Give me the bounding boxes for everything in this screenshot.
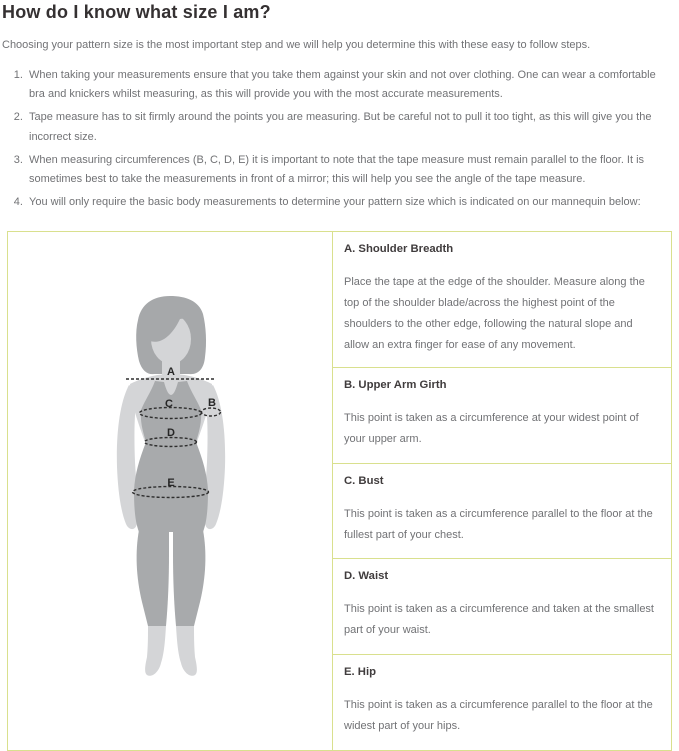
section-body: Place the tape at the edge of the shoulder. Measure along the top of the shoulder blade/across the highest point of the shoulders to the other edge, following the natural slope and allow an extra finger for ease of any movement. [344,276,645,352]
measurement-label-e: E [167,477,175,490]
section-body: This point is taken as a circumference at your widest point of your upper arm. [344,412,639,446]
section-body: This point is taken as a circumference and taken at the smallest part of your waist. [344,603,654,637]
mannequin-left-leg [137,530,169,626]
section-hip [333,655,671,750]
section-title: A. Shoulder Breadth [344,243,454,256]
mannequin-right-foot [176,626,197,676]
measurement-label-a: A [167,366,175,379]
mannequin-left-foot [145,626,166,676]
section-bust [333,464,671,560]
mannequin-right-leg [173,530,205,626]
mannequin-figure [8,232,332,749]
measurement-info-column [332,232,671,750]
measurement-label-c: C [165,398,173,411]
section-waist [333,559,671,655]
intro-text: Choosing your pattern size is the most important step and we will help you determine this with these easy to follow steps. [2,39,591,51]
mannequin-cell [8,232,332,750]
step-item-2: 2. Tape measure has to sit firmly around the points you are measuring. But be careful not to pull it too tight, as this will give you the incorrect size. [26,108,672,148]
section-title: D. Waist [344,570,389,583]
page-title: How do I know what size I am? [2,2,271,22]
measurement-steps-list [2,66,676,214]
size-guide-table [7,231,672,751]
step-item-1: 1. When taking your measurements ensure that you take them against your skin and not over clothing. One can wear a comfortable bra and knickers whilst measuring, as this will provide you with the most accurate measurements. [26,66,672,106]
section-title: C. Bust [344,474,384,487]
section-title: E. Hip [344,665,377,678]
measurement-label-b: B [208,397,216,410]
section-body: This point is taken as a circumference parallel to the floor at the widest part of your hips. [344,698,653,732]
measurement-label-d: D [167,427,175,440]
section-shoulder-breadth [333,232,671,368]
step-item-4: 4. You will only require the basic body measurements to determine your pattern size which is indicated on our mannequin below: [26,193,672,213]
section-body: This point is taken as a circumference parallel to the floor at the fullest part of your chest. [344,507,653,541]
section-upper-arm-girth [333,368,671,464]
section-title: B. Upper Arm Girth [344,379,447,392]
step-item-3: 3. When measuring circumferences (B, C, D, E) it is important to note that the tape measure must remain parallel to the floor. It is sometimes best to take the measurements in front of a mirror; this will help you see the angle of the tape measure. [26,151,672,191]
